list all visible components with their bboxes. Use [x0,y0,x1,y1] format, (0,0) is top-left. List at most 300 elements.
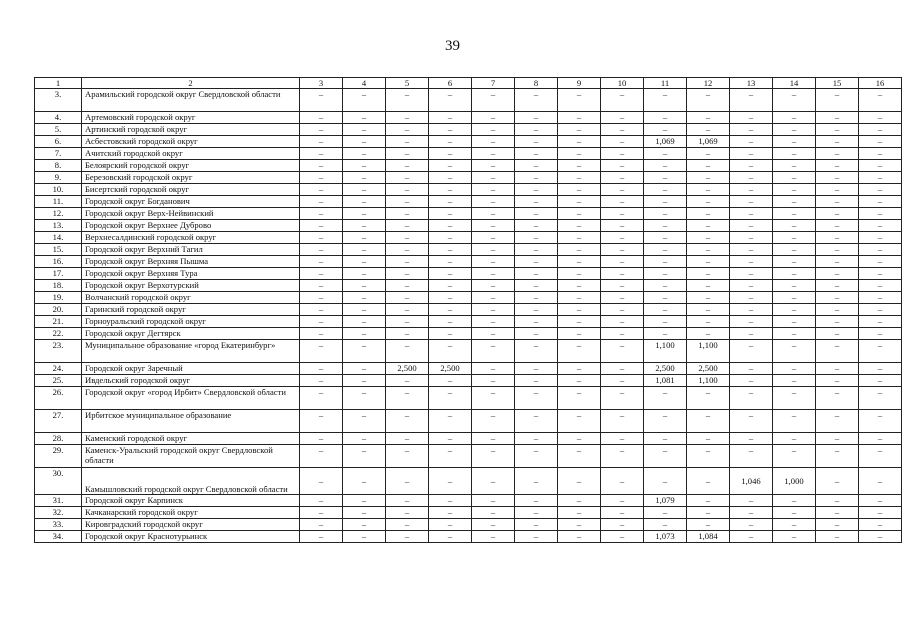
value-cell: – [386,328,429,340]
value-cell: – [816,507,859,519]
value-cell: – [386,232,429,244]
municipality-name: Березовский городской округ [82,172,300,184]
value-cell: – [730,292,773,304]
value-cell: 1,069 [644,136,687,148]
value-cell: – [730,196,773,208]
value-cell: – [773,89,816,112]
table-row [35,124,902,136]
value-cell: – [601,208,644,220]
municipality-name: Артинский городской округ [82,124,300,136]
value-cell: – [730,244,773,256]
value-cell: – [859,196,902,208]
value-cell: – [730,410,773,433]
value-cell: – [601,316,644,328]
value-cell: – [429,410,472,433]
value-cell: – [515,124,558,136]
value-cell: – [343,387,386,410]
value-cell: – [515,280,558,292]
value-cell: – [816,531,859,543]
row-number: 26. [35,387,82,410]
value-cell: – [601,375,644,387]
municipality-name: Асбестовский городской округ [82,136,300,148]
municipality-name: Городской округ Верхотурский [82,280,300,292]
value-cell: – [472,410,515,433]
municipality-name: Арамильский городской округ Свердловской области [82,89,300,112]
value-cell: – [859,148,902,160]
value-cell: 2,500 [687,363,730,375]
column-header: 1 [35,78,82,89]
value-cell: – [730,340,773,363]
table-row [35,316,902,328]
municipality-name: Городской округ Краснотурьинск [82,531,300,543]
value-cell: – [472,124,515,136]
value-cell: – [343,196,386,208]
municipality-name: Городской округ Верхний Тагил [82,244,300,256]
value-cell: – [300,468,343,495]
value-cell: – [558,268,601,280]
table-row [35,340,902,363]
value-cell: – [816,433,859,445]
value-cell: – [601,387,644,410]
value-cell: – [601,468,644,495]
value-cell: – [515,363,558,375]
value-cell: – [687,495,730,507]
value-cell: – [816,172,859,184]
value-cell: – [429,531,472,543]
value-cell: – [472,232,515,244]
value-cell: – [859,112,902,124]
value-cell: – [687,172,730,184]
municipality-name: Верхнесалдинский городской округ [82,232,300,244]
value-cell: – [816,292,859,304]
value-cell: – [300,495,343,507]
value-cell: – [472,340,515,363]
value-cell: – [859,208,902,220]
column-header: 11 [644,78,687,89]
value-cell: – [601,328,644,340]
value-cell: – [343,375,386,387]
value-cell: – [300,112,343,124]
value-cell: – [687,328,730,340]
value-cell: – [816,495,859,507]
value-cell: – [515,468,558,495]
value-cell: – [816,363,859,375]
value-cell: – [859,292,902,304]
column-header: 16 [859,78,902,89]
value-cell: – [859,160,902,172]
value-cell: – [386,340,429,363]
value-cell: – [687,232,730,244]
value-cell: – [730,433,773,445]
value-cell: – [429,375,472,387]
value-cell: – [515,112,558,124]
table-row [35,172,902,184]
value-cell: – [773,304,816,316]
value-cell: – [343,316,386,328]
column-header: 9 [558,78,601,89]
value-cell: – [300,328,343,340]
value-cell: – [644,244,687,256]
table-row [35,433,902,445]
municipality-name: Городской округ Карпинск [82,495,300,507]
value-cell: – [386,292,429,304]
value-cell: – [343,208,386,220]
value-cell: – [816,280,859,292]
value-cell: – [300,304,343,316]
value-cell: – [816,148,859,160]
value-cell: – [687,280,730,292]
municipality-name: Ачитский городской округ [82,148,300,160]
column-header: 3 [300,78,343,89]
row-number: 3. [35,89,82,112]
page-number: 39 [445,38,460,54]
row-number: 6. [35,136,82,148]
value-cell: – [343,256,386,268]
value-cell: – [472,136,515,148]
value-cell: – [558,89,601,112]
value-cell: – [730,124,773,136]
value-cell: – [386,196,429,208]
value-cell: – [773,531,816,543]
column-header: 8 [515,78,558,89]
value-cell: – [515,148,558,160]
value-cell: – [687,124,730,136]
value-cell: – [730,148,773,160]
municipality-name: Волчанский городской округ [82,292,300,304]
value-cell: – [773,340,816,363]
value-cell: – [300,531,343,543]
value-cell: – [730,507,773,519]
municipality-name: Городской округ Верхняя Пышма [82,256,300,268]
value-cell: – [558,232,601,244]
value-cell: – [343,268,386,280]
value-cell: – [515,410,558,433]
value-cell: – [644,208,687,220]
value-cell: – [601,160,644,172]
value-cell: – [386,445,429,468]
value-cell: – [773,495,816,507]
value-cell: – [472,468,515,495]
value-cell: – [558,244,601,256]
row-number: 23. [35,340,82,363]
value-cell: – [816,244,859,256]
value-cell: – [429,304,472,316]
value-cell: – [816,184,859,196]
value-cell: – [386,495,429,507]
value-cell: – [429,468,472,495]
value-cell: – [429,292,472,304]
value-cell: – [515,244,558,256]
value-cell: – [386,244,429,256]
row-number: 20. [35,304,82,316]
value-cell: 1,073 [644,531,687,543]
municipality-name: Городской округ «город Ирбит» Свердловской области [82,387,300,410]
value-cell: – [472,292,515,304]
value-cell: – [429,268,472,280]
value-cell: – [558,136,601,148]
value-cell: – [687,519,730,531]
value-cell: – [687,148,730,160]
municipality-name: Качканарский городской округ [82,507,300,519]
municipality-name: Камышловский городской округ Свердловской области [82,468,300,495]
value-cell: – [730,184,773,196]
value-cell: – [558,256,601,268]
value-cell: – [515,340,558,363]
column-header: 13 [730,78,773,89]
value-cell: – [816,519,859,531]
value-cell: – [730,363,773,375]
table-row [35,375,902,387]
value-cell: – [515,531,558,543]
table-row [35,387,902,410]
table-row [35,89,902,112]
column-header: 12 [687,78,730,89]
value-cell: – [601,124,644,136]
value-cell: – [515,445,558,468]
value-cell: – [687,244,730,256]
value-cell: – [601,340,644,363]
value-cell: – [558,184,601,196]
value-cell: – [343,519,386,531]
table-row [35,507,902,519]
value-cell: – [644,184,687,196]
value-cell: – [859,316,902,328]
value-cell: – [343,410,386,433]
value-cell: – [429,124,472,136]
value-cell: – [859,256,902,268]
value-cell: – [558,112,601,124]
row-number: 24. [35,363,82,375]
value-cell: – [429,160,472,172]
value-cell: – [515,256,558,268]
value-cell: – [687,256,730,268]
value-cell: – [386,89,429,112]
value-cell: – [859,304,902,316]
value-cell: – [644,433,687,445]
value-cell: – [644,468,687,495]
value-cell: – [300,232,343,244]
row-number: 32. [35,507,82,519]
value-cell: – [343,507,386,519]
value-cell: – [300,268,343,280]
value-cell: – [472,256,515,268]
value-cell: – [386,136,429,148]
value-cell: – [343,112,386,124]
value-cell: – [859,268,902,280]
value-cell: 1,046 [730,468,773,495]
value-cell: – [429,519,472,531]
value-cell: – [300,316,343,328]
value-cell: – [429,148,472,160]
value-cell: – [644,280,687,292]
value-cell: – [687,387,730,410]
value-cell: – [343,363,386,375]
column-header: 2 [82,78,300,89]
value-cell: – [386,124,429,136]
value-cell: – [816,220,859,232]
value-cell: – [300,89,343,112]
value-cell: – [472,89,515,112]
value-cell: – [687,268,730,280]
value-cell: – [515,196,558,208]
value-cell: – [601,410,644,433]
value-cell: – [515,316,558,328]
value-cell: – [730,112,773,124]
value-cell: – [558,208,601,220]
value-cell: – [300,256,343,268]
value-cell: – [816,387,859,410]
value-cell: – [601,244,644,256]
value-cell: – [472,507,515,519]
value-cell: – [386,433,429,445]
value-cell: – [644,292,687,304]
value-cell: – [386,220,429,232]
value-cell: – [515,292,558,304]
value-cell: – [644,148,687,160]
value-cell: – [687,445,730,468]
value-cell: – [773,136,816,148]
table-row [35,410,902,433]
value-cell: – [429,433,472,445]
value-cell: – [558,375,601,387]
value-cell: – [472,280,515,292]
value-cell: – [515,328,558,340]
value-cell: – [386,316,429,328]
value-cell: – [386,268,429,280]
value-cell: – [386,468,429,495]
value-cell: – [558,445,601,468]
value-cell: – [300,148,343,160]
municipality-name: Артемовский городской округ [82,112,300,124]
value-cell: – [515,89,558,112]
municipality-name: Городской округ Богданович [82,196,300,208]
municipality-name: Белоярский городской округ [82,160,300,172]
value-cell: – [816,89,859,112]
value-cell: – [386,410,429,433]
value-cell: – [343,220,386,232]
value-cell: – [644,196,687,208]
row-number: 19. [35,292,82,304]
value-cell: – [343,184,386,196]
value-cell: – [386,375,429,387]
row-number: 31. [35,495,82,507]
value-cell: – [558,220,601,232]
value-cell: – [300,208,343,220]
table-row [35,519,902,531]
column-header: 14 [773,78,816,89]
value-cell: – [687,220,730,232]
value-cell: – [472,160,515,172]
value-cell: – [429,328,472,340]
value-cell: – [472,445,515,468]
value-cell: – [687,196,730,208]
value-cell: – [558,433,601,445]
value-cell: – [859,89,902,112]
value-cell: – [773,160,816,172]
value-cell: – [773,208,816,220]
value-cell: – [859,387,902,410]
row-number: 28. [35,433,82,445]
value-cell: – [859,410,902,433]
value-cell: – [558,304,601,316]
table-row [35,256,902,268]
value-cell: – [558,531,601,543]
value-cell: – [472,531,515,543]
value-cell: – [472,268,515,280]
municipality-name: Ирбитское муниципальное образование [82,410,300,433]
value-cell: – [644,316,687,328]
value-cell: – [601,304,644,316]
row-number: 16. [35,256,82,268]
value-cell: – [644,172,687,184]
value-cell: – [773,445,816,468]
value-cell: 2,500 [429,363,472,375]
value-cell: – [300,410,343,433]
value-cell: – [558,172,601,184]
value-cell: – [472,244,515,256]
value-cell: – [859,340,902,363]
value-cell: – [859,433,902,445]
municipality-name: Ивдельский городской округ [82,375,300,387]
value-cell: – [773,410,816,433]
value-cell: – [773,124,816,136]
value-cell: – [601,136,644,148]
value-cell: – [773,148,816,160]
value-cell: – [429,196,472,208]
value-cell: – [300,184,343,196]
value-cell: – [429,89,472,112]
value-cell: – [429,445,472,468]
value-cell: – [816,196,859,208]
value-cell: – [730,268,773,280]
table-row [35,531,902,543]
value-cell: – [773,292,816,304]
value-cell: – [859,507,902,519]
row-number: 13. [35,220,82,232]
value-cell: – [300,172,343,184]
value-cell: – [386,184,429,196]
table-row [35,136,902,148]
column-header: 4 [343,78,386,89]
value-cell: – [343,433,386,445]
value-cell: – [472,316,515,328]
value-cell: – [515,184,558,196]
value-cell: – [730,445,773,468]
value-cell: – [773,375,816,387]
value-cell: – [558,292,601,304]
value-cell: – [644,220,687,232]
value-cell: – [816,136,859,148]
value-cell: – [558,160,601,172]
value-cell: – [472,328,515,340]
value-cell: – [472,433,515,445]
value-cell: – [558,410,601,433]
value-cell: – [515,433,558,445]
value-cell: – [816,256,859,268]
value-cell: – [601,89,644,112]
value-cell: – [644,328,687,340]
value-cell: – [515,387,558,410]
value-cell: – [429,256,472,268]
value-cell: – [515,232,558,244]
municipality-name: Городской округ Дегтярск [82,328,300,340]
value-cell: – [472,184,515,196]
table-row [35,148,902,160]
value-cell: – [515,220,558,232]
value-cell: – [343,304,386,316]
value-cell: – [644,410,687,433]
row-number: 8. [35,160,82,172]
